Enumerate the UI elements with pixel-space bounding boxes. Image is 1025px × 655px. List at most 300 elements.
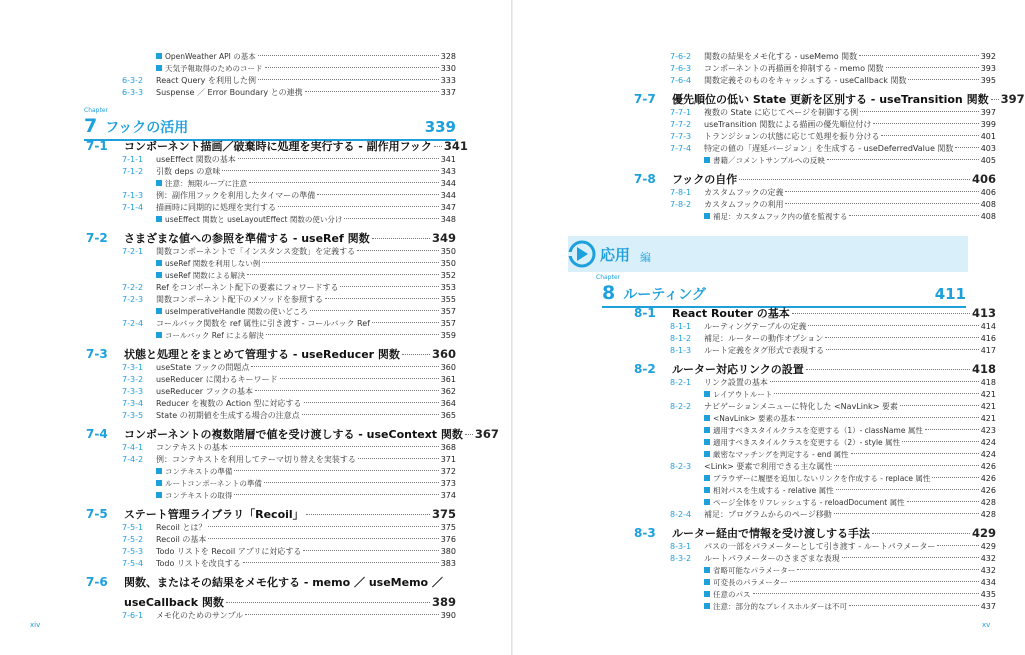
- toc-topic-row[interactable]: [632, 449, 996, 461]
- toc-title: 特定の値の「遅延バージョン」を生成する - useDeferredValue 関数: [704, 144, 954, 153]
- toc-subsection-row[interactable]: [632, 377, 996, 389]
- toc-page-number: 390: [440, 611, 456, 620]
- toc-topic-row[interactable]: [84, 258, 456, 270]
- toc-title: ルーター対応リンクの設置: [672, 363, 804, 376]
- toc-page-number: 372: [440, 467, 456, 476]
- toc-number: 7-7-2: [670, 120, 692, 129]
- toc-page-number: 389: [431, 595, 456, 609]
- toc-page-number: 423: [980, 426, 996, 435]
- toc-topic-row[interactable]: [84, 63, 456, 75]
- toc-title: 関数、またはその結果をメモ化する - memo ／ useMemo ／: [124, 576, 443, 589]
- toc-title: React Router の基本: [672, 307, 790, 320]
- leader-dots: [907, 501, 979, 502]
- toc-page-number: 371: [440, 455, 456, 464]
- toc-page-number: 416: [980, 334, 996, 343]
- toc-title: 省略可能なパラメーター: [713, 566, 796, 575]
- toc-title: コールバック関数を ref 属性に引き渡す - コールバック Ref: [156, 319, 370, 328]
- toc-subsection-row[interactable]: [632, 401, 996, 413]
- toc-page-number: 347: [440, 203, 456, 212]
- toc-page-number: 343: [440, 167, 456, 176]
- toc-title: レイアウトルート: [713, 390, 773, 399]
- toc-page-number: 414: [980, 322, 996, 331]
- toc-section-row[interactable]: [84, 426, 499, 442]
- toc-topic-row[interactable]: [632, 155, 996, 167]
- toc-number: 7-4-1: [122, 443, 144, 452]
- square-bullet-icon: [704, 567, 710, 573]
- toc-page-number: 359: [440, 331, 456, 340]
- toc-number: 8-1-2: [670, 334, 692, 343]
- toc-title: さまざまな値への参照を準備する - useRef 関数: [124, 232, 370, 245]
- leader-dots: [358, 458, 439, 459]
- toc-page-number: 413: [971, 306, 996, 320]
- leader-dots: [208, 526, 438, 527]
- leader-dots: [790, 581, 979, 582]
- leader-dots: [304, 402, 439, 403]
- toc-section-row[interactable]: [632, 171, 996, 187]
- leader-dots: [255, 390, 439, 391]
- leader-dots: [785, 203, 978, 204]
- toc-title: 書籍／コメントサンプルへの反映: [713, 156, 825, 165]
- toc-page-number: 397: [980, 108, 996, 117]
- toc-page-number: 406: [980, 188, 996, 197]
- square-bullet-icon: [704, 213, 710, 219]
- toc-page-number: 432: [980, 554, 996, 563]
- toc-page-number: 368: [440, 443, 456, 452]
- leader-dots: [465, 434, 473, 435]
- toc-subsection-row[interactable]: [84, 246, 456, 258]
- toc-title: パスの一部をパラメーターとして引き渡す - ルートパラメーター: [704, 542, 936, 551]
- toc-topic-row[interactable]: [632, 485, 996, 497]
- square-bullet-icon: [156, 332, 162, 338]
- leader-dots: [280, 378, 439, 379]
- toc-number: 7-5: [86, 507, 108, 521]
- toc-section-row[interactable]: [632, 361, 996, 377]
- leader-dots: [262, 262, 438, 263]
- toc-title: useRef 関数を利用しない例: [165, 259, 261, 268]
- toc-title: useTransition 関数による描画の優先順位付け: [704, 120, 872, 129]
- leader-dots: [851, 453, 979, 454]
- toc-topic-row[interactable]: [84, 306, 456, 318]
- toc-subsection-row[interactable]: [84, 362, 456, 374]
- toc-number: 8-3-1: [670, 542, 692, 551]
- toc-page-number: 361: [440, 375, 456, 384]
- toc-page-number: 376: [440, 535, 456, 544]
- leader-dots: [317, 194, 438, 195]
- toc-page-number: 353: [440, 283, 456, 292]
- leader-dots: [402, 354, 430, 355]
- chapter-number: 8: [602, 282, 616, 304]
- toc-page-number: 383: [440, 559, 456, 568]
- toc-title: 補足：カスタムフック内の値を監視する: [713, 212, 848, 221]
- toc-subsection-row[interactable]: [84, 558, 456, 570]
- toc-page-number: 360: [431, 347, 456, 361]
- toc-title: ルーティングテーブルの定義: [704, 322, 807, 331]
- toc-subsection-row[interactable]: [84, 166, 456, 178]
- toc-title: Todo リストを Recoil アプリに対応する: [156, 547, 302, 556]
- part-badge-icon: [568, 239, 598, 269]
- chapter-label: Chapter: [84, 107, 108, 114]
- toc-number: 8-2-4: [670, 510, 692, 519]
- leader-dots: [234, 494, 438, 495]
- toc-page-number: 380: [440, 547, 456, 556]
- square-bullet-icon: [156, 480, 162, 486]
- toc-page-left: [0, 0, 512, 655]
- leader-dots: [826, 349, 979, 350]
- toc-number: 7-7-1: [670, 108, 692, 117]
- toc-page-number: 435: [980, 590, 996, 599]
- toc-section-row[interactable]: [84, 138, 468, 154]
- toc-number: 7-5-3: [122, 547, 144, 556]
- square-bullet-icon: [156, 65, 162, 71]
- toc-number: 7-3: [86, 347, 108, 361]
- leader-dots: [770, 381, 979, 382]
- toc-title: Suspense ／ Error Boundary との連携: [156, 88, 303, 97]
- toc-number: 7-6-3: [670, 64, 692, 73]
- toc-subsection-row[interactable]: [84, 374, 456, 386]
- leader-dots: [372, 322, 439, 323]
- leader-dots: [245, 614, 438, 615]
- toc-page-number: 424: [980, 438, 996, 447]
- toc-title: コンテキストの準備: [165, 467, 233, 476]
- toc-page-number: 367: [474, 427, 499, 441]
- leader-dots: [955, 147, 978, 148]
- leader-dots: [305, 91, 439, 92]
- toc-subsection-row[interactable]: [84, 154, 456, 166]
- toc-title: 例：副作用フックを利用したタイマーの準備: [156, 191, 316, 200]
- toc-subsection-row[interactable]: [84, 75, 456, 87]
- leader-dots: [785, 191, 978, 192]
- page-folio: xiv: [30, 621, 41, 629]
- toc-page-number: 417: [980, 346, 996, 355]
- toc-subsection-row[interactable]: [84, 202, 456, 214]
- toc-number: 7-6-4: [670, 76, 692, 85]
- toc-section-row[interactable]: [84, 230, 456, 246]
- toc-subsection-row[interactable]: [84, 87, 456, 99]
- leader-dots: [306, 514, 430, 515]
- leader-dots: [230, 446, 439, 447]
- toc-section-row-continued[interactable]: [84, 594, 456, 610]
- toc-page-number: 424: [980, 450, 996, 459]
- toc-subsection-row[interactable]: [84, 294, 456, 306]
- toc-title: トランジションの状態に応じて処理を振り分ける: [704, 132, 880, 141]
- toc-subsection-row[interactable]: [84, 318, 456, 330]
- leader-dots: [842, 557, 979, 558]
- leader-dots: [325, 298, 439, 299]
- toc-title: ブラウザーに履歴を追加しないリンクを作成する - replace 属性: [713, 474, 931, 483]
- square-bullet-icon: [704, 415, 710, 421]
- toc-title: 適用すべきスタイルクラスを変更する（2）- style 属性: [713, 438, 901, 447]
- square-bullet-icon: [156, 53, 162, 59]
- toc-page-number: 434: [980, 578, 996, 587]
- toc-topic-row[interactable]: [84, 51, 456, 63]
- square-bullet-icon: [156, 216, 162, 222]
- toc-subsection-row[interactable]: [632, 321, 996, 333]
- leader-dots: [739, 179, 970, 180]
- toc-page-number: 432: [980, 566, 996, 575]
- leader-dots: [340, 286, 438, 287]
- toc-title: 描画時に同期的に処理を実行する: [156, 203, 276, 212]
- toc-number: 7-6-1: [122, 611, 144, 620]
- toc-number: 7-3-4: [122, 399, 144, 408]
- toc-page-number: 375: [431, 507, 456, 521]
- toc-page-number: 357: [440, 319, 456, 328]
- toc-subsection-row[interactable]: [84, 454, 456, 466]
- toc-title: 相対パスを生成する - relative 属性: [713, 486, 834, 495]
- toc-subsection-row[interactable]: [632, 119, 996, 131]
- toc-title: useEffect 関数の基本: [156, 155, 236, 164]
- toc-page-number: 362: [440, 387, 456, 396]
- toc-number: 7-6: [86, 575, 108, 589]
- leader-dots: [302, 414, 439, 415]
- toc-title: 天気予報取得のためのコード: [165, 64, 263, 73]
- square-bullet-icon: [704, 427, 710, 433]
- toc-topic-row[interactable]: [84, 478, 456, 490]
- toc-title: <NavLink> 要素の基本: [713, 414, 796, 423]
- toc-title: コールバック Ref による解決: [165, 331, 264, 340]
- toc-title: 例：コンテキストを利用してテーマ切り替えを実装する: [156, 455, 356, 464]
- toc-number: 7-1-3: [122, 191, 144, 200]
- toc-page-number: 350: [440, 247, 456, 256]
- toc-number: 7-3-2: [122, 375, 144, 384]
- toc-number: 7-1-4: [122, 203, 144, 212]
- leader-dots: [258, 79, 439, 80]
- toc-topic-row[interactable]: [84, 270, 456, 282]
- leader-dots: [266, 334, 439, 335]
- toc-page-number: 349: [431, 231, 456, 245]
- leader-dots: [753, 593, 979, 594]
- toc-topic-row[interactable]: [632, 389, 996, 401]
- square-bullet-icon: [156, 308, 162, 314]
- toc-section-row[interactable]: [632, 525, 996, 541]
- toc-topic-row[interactable]: [632, 577, 996, 589]
- leader-dots: [991, 99, 999, 100]
- toc-topic-row[interactable]: [632, 211, 996, 223]
- square-bullet-icon: [704, 475, 710, 481]
- toc-subsection-row[interactable]: [84, 410, 456, 422]
- toc-page-number: 375: [440, 523, 456, 532]
- leader-dots: [827, 159, 979, 160]
- square-bullet-icon: [704, 579, 710, 585]
- toc-title: Todo リストを改良する: [156, 559, 241, 568]
- leader-dots: [925, 429, 979, 430]
- toc-title: useReducer フックの基本: [156, 387, 254, 396]
- toc-page-number: 408: [980, 200, 996, 209]
- toc-subsection-row[interactable]: [632, 143, 996, 155]
- toc-topic-row[interactable]: [84, 178, 456, 190]
- square-bullet-icon: [704, 439, 710, 445]
- leader-dots: [834, 513, 979, 514]
- toc-subsection-row[interactable]: [632, 75, 996, 87]
- toc-subsection-row[interactable]: [84, 386, 456, 398]
- toc-number: 7-3-5: [122, 411, 144, 420]
- toc-number: 8-3-2: [670, 554, 692, 563]
- toc-title: useState フックの問題点: [156, 363, 250, 372]
- toc-topic-row[interactable]: [632, 473, 996, 485]
- toc-page-number: 357: [440, 307, 456, 316]
- toc-section-row[interactable]: [632, 305, 996, 321]
- toc-title: フックの自作: [672, 173, 738, 186]
- toc-subsection-row[interactable]: [632, 63, 996, 75]
- toc-title: コンポーネントの複数階層で値を受け渡しする - useContext 関数: [124, 428, 463, 441]
- leader-dots: [303, 550, 438, 551]
- square-bullet-icon: [156, 260, 162, 266]
- toc-topic-row[interactable]: [632, 413, 996, 425]
- toc-subsection-row[interactable]: [632, 51, 996, 63]
- toc-subsection-row[interactable]: [632, 333, 996, 345]
- square-bullet-icon: [704, 487, 710, 493]
- toc-number: 7-2-1: [122, 247, 144, 256]
- leader-dots: [860, 111, 979, 112]
- toc-page-number: 406: [971, 172, 996, 186]
- toc-page-number: 341: [443, 139, 468, 153]
- toc-page-number: 344: [440, 191, 456, 200]
- toc-title: 可変長のパラメーター: [713, 578, 788, 587]
- toc-title: メモ化のためのサンプル: [156, 611, 244, 620]
- toc-number: 8-2-1: [670, 378, 692, 387]
- toc-section-row[interactable]: [84, 506, 456, 522]
- leader-dots: [226, 602, 430, 603]
- toc-number: 8-1-1: [670, 322, 692, 331]
- toc-title: ステート管理ライブラリ「Recoil」: [124, 508, 304, 521]
- toc-page-number: 437: [980, 602, 996, 611]
- leader-dots: [937, 545, 978, 546]
- toc-number: 7-1-1: [122, 155, 144, 164]
- toc-subsection-row[interactable]: [632, 107, 996, 119]
- toc-number: 7-2: [86, 231, 108, 245]
- toc-page-number: 426: [980, 462, 996, 471]
- toc-section-row[interactable]: [84, 346, 456, 362]
- toc-subsection-row[interactable]: [632, 509, 996, 521]
- toc-subsection-row[interactable]: [84, 546, 456, 558]
- toc-page-number: 360: [440, 363, 456, 372]
- toc-number: 7-8: [634, 172, 656, 186]
- leader-dots: [859, 55, 979, 56]
- leader-dots: [900, 405, 979, 406]
- toc-page-number: 403: [980, 144, 996, 153]
- toc-topic-row[interactable]: [84, 214, 456, 226]
- chapter-number: 7: [84, 115, 98, 137]
- toc-subsection-row[interactable]: [632, 187, 996, 199]
- toc-subsection-row[interactable]: [84, 398, 456, 410]
- leader-dots: [251, 366, 438, 367]
- leader-dots: [881, 135, 978, 136]
- toc-page-number: 365: [440, 411, 456, 420]
- toc-title: useReducer に関わるキーワード: [156, 375, 278, 384]
- chapter-title: ルーティング: [623, 287, 706, 303]
- leader-dots: [792, 313, 970, 314]
- toc-subsection-row[interactable]: [632, 199, 996, 211]
- toc-page-number: 364: [440, 399, 456, 408]
- toc-number: 8-2-2: [670, 402, 692, 411]
- leader-dots: [932, 477, 978, 478]
- toc-title: リンク設置の基本: [704, 378, 768, 387]
- toc-title: 優先順位の低い State 更新を区別する - useTransition 関数: [672, 93, 989, 106]
- toc-list: [84, 134, 499, 622]
- toc-title: 厳密なマッチングを判定する - end 属性: [713, 450, 849, 459]
- toc-title: カスタムフックの利用: [704, 200, 784, 209]
- toc-number: 7-3-1: [122, 363, 144, 372]
- toc-title: 注意：無限ループに注意: [165, 179, 248, 188]
- part-title: 応用: [600, 246, 631, 264]
- leader-dots: [834, 465, 978, 466]
- toc-subsection-row[interactable]: [632, 345, 996, 357]
- toc-subsection-row[interactable]: [84, 282, 456, 294]
- toc-page-number: 405: [980, 156, 996, 165]
- toc-number: 7-6-2: [670, 52, 692, 61]
- toc-subsection-row[interactable]: [84, 522, 456, 534]
- toc-number: 7-5-2: [122, 535, 144, 544]
- toc-subsection-row[interactable]: [84, 610, 456, 622]
- toc-page-number: 418: [980, 378, 996, 387]
- toc-number: 7-7-3: [670, 132, 692, 141]
- toc-topic-row[interactable]: [632, 601, 996, 613]
- toc-page-number: 350: [440, 259, 456, 268]
- toc-number: 7-8-1: [670, 188, 692, 197]
- toc-page-number: 428: [980, 510, 996, 519]
- toc-page-number: 333: [440, 76, 456, 85]
- toc-number: 7-5-4: [122, 559, 144, 568]
- toc-title: useRef 関数による解決: [165, 271, 246, 280]
- toc-title: 関数コンポーネント配下のメソッドを参照する: [156, 295, 323, 304]
- toc-subsection-row[interactable]: [632, 553, 996, 565]
- toc-section-row[interactable]: [632, 91, 1025, 107]
- toc-topic-row[interactable]: [632, 425, 996, 437]
- square-bullet-icon: [704, 157, 710, 163]
- toc-title: 引数 deps の意味: [156, 167, 221, 176]
- toc-section-row[interactable]: [84, 574, 456, 590]
- toc-number: 7-2-4: [122, 319, 144, 328]
- square-bullet-icon: [156, 272, 162, 278]
- toc-number: 7-7-4: [670, 144, 692, 153]
- toc-topic-row[interactable]: [84, 490, 456, 502]
- chapter-page-number: 411: [934, 285, 966, 303]
- toc-topic-row[interactable]: [632, 437, 996, 449]
- toc-title: ルートコンポーネントの準備: [165, 479, 262, 488]
- toc-title: Reducer を複数の Action 型に対応する: [156, 399, 302, 408]
- toc-number: 6-3-3: [122, 88, 144, 97]
- toc-continuation-list: [632, 51, 1025, 223]
- toc-title: 適用すべきスタイルクラスを変更する（1）- className 属性: [713, 426, 923, 435]
- toc-title: useImperativeHandle 関数の使いどころ: [165, 307, 308, 316]
- toc-subsection-row[interactable]: [84, 442, 456, 454]
- toc-topic-row[interactable]: [632, 589, 996, 601]
- leader-dots: [372, 238, 430, 239]
- toc-number: 7-4-2: [122, 455, 144, 464]
- toc-page-number: 373: [440, 479, 456, 488]
- toc-number: 7-2-3: [122, 295, 144, 304]
- toc-subsection-row[interactable]: [84, 190, 456, 202]
- toc-topic-row[interactable]: [632, 497, 996, 509]
- toc-subsection-row[interactable]: [632, 461, 996, 473]
- toc-subsection-row[interactable]: [632, 541, 996, 553]
- toc-topic-row[interactable]: [632, 565, 996, 577]
- toc-title: ページ全体をリフレッシュする - reloadDocument 属性: [713, 498, 905, 507]
- leader-dots: [264, 482, 439, 483]
- leader-dots: [836, 489, 979, 490]
- toc-page-number: 428: [980, 498, 996, 507]
- toc-subsection-row[interactable]: [632, 131, 996, 143]
- toc-page-number: 352: [440, 271, 456, 280]
- toc-topic-row[interactable]: [84, 330, 456, 342]
- leader-dots: [908, 79, 978, 80]
- leader-dots: [797, 569, 978, 570]
- leader-dots: [208, 538, 438, 539]
- toc-topic-row[interactable]: [84, 466, 456, 478]
- leader-dots: [872, 533, 970, 534]
- toc-title: 関数の結果をメモ化する - useMemo 関数: [704, 52, 858, 61]
- toc-subsection-row[interactable]: [84, 534, 456, 546]
- toc-page-number: 426: [980, 486, 996, 495]
